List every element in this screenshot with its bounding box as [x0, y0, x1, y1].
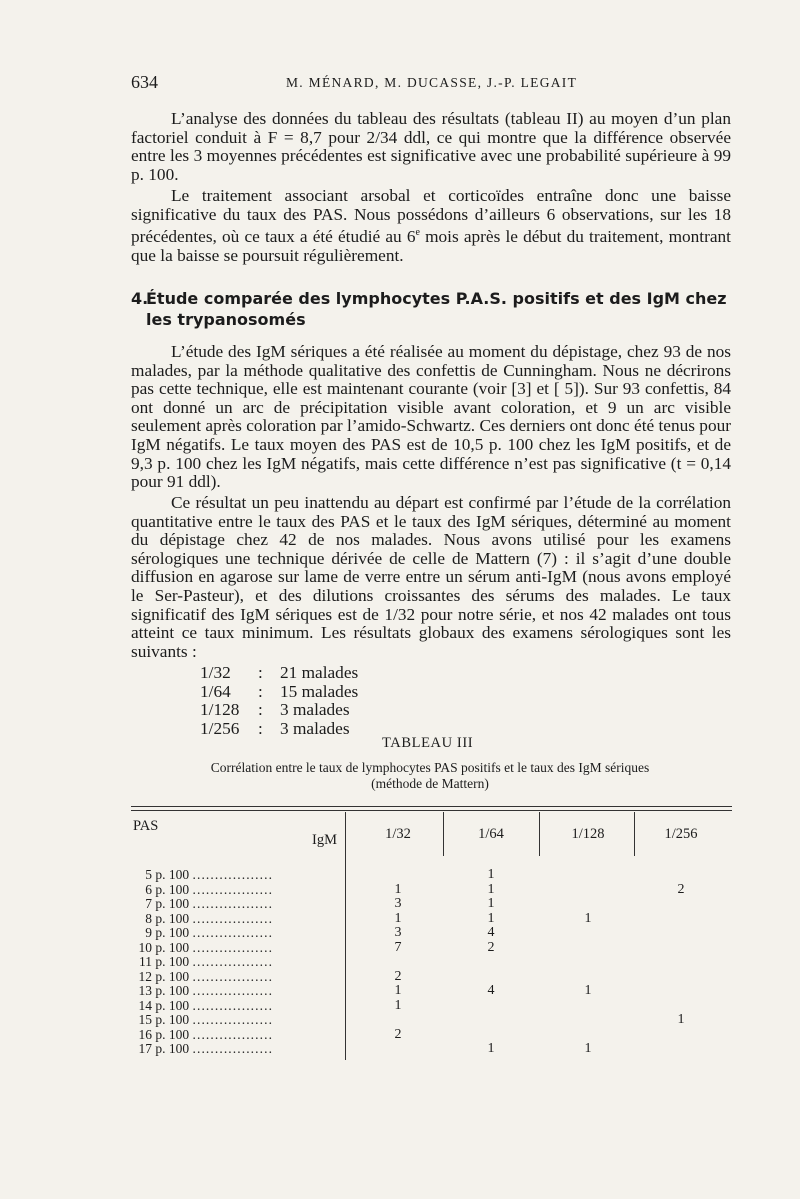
- leader-dots: ..................: [192, 939, 274, 955]
- column-divider: [539, 812, 540, 856]
- table-cell: 1: [677, 1012, 685, 1027]
- serology-ratio: 1/128: [200, 700, 240, 720]
- table-cell: 1: [584, 1041, 592, 1056]
- leader-dots: ..................: [192, 910, 274, 926]
- section-title: Étude comparée des lymphocytes P.A.S. positifs et des IgM chez les trypanosomés: [146, 289, 727, 329]
- pas-value: 16: [138, 1026, 152, 1042]
- table-cell: 2: [677, 881, 685, 897]
- table-cell: 4: [487, 983, 495, 998]
- separator: :: [258, 681, 263, 701]
- running-head-authors: M. MÉNARD, M. DUCASSE, J.-P. LEGAIT: [286, 75, 578, 90]
- table-cell: 1: [394, 881, 402, 897]
- row-header-pas: PAS: [133, 818, 159, 834]
- section-number: 4.: [131, 289, 149, 308]
- pas-value: 8: [145, 910, 152, 926]
- table-cell: 3: [394, 925, 402, 940]
- table-label: TABLEAU III: [382, 735, 474, 751]
- col-header-igm: IgM: [312, 832, 337, 848]
- pas-value: 9: [145, 925, 152, 940]
- running-head: [131, 72, 731, 96]
- table-cell: 1: [487, 896, 495, 911]
- table-top-rule: [131, 806, 732, 807]
- pas-value: 10: [138, 939, 152, 955]
- serology-result-row: [200, 683, 500, 702]
- table-caption-line-1: Corrélation entre le taux de lymphocytes PAS positifs et le taux des IgM sériques: [210, 760, 650, 775]
- separator: :: [258, 718, 263, 738]
- col-header: 1/256: [664, 826, 698, 842]
- table-cell: 2: [394, 1026, 402, 1042]
- table-cell: 3: [394, 896, 402, 911]
- section-heading: [131, 288, 741, 330]
- pas-unit: p. 100: [152, 954, 193, 969]
- pas-value: 17: [138, 1041, 152, 1056]
- serology-count: 15 malades: [280, 681, 359, 701]
- leader-dots: ..................: [192, 954, 274, 969]
- serology-count: 3 malades: [280, 718, 350, 738]
- leader-dots: ..................: [192, 881, 274, 897]
- table-cell: 1: [487, 867, 495, 882]
- table-cell: 4: [487, 925, 495, 940]
- table-top-rule-inner: [131, 810, 732, 811]
- col-header: 1/128: [571, 826, 605, 842]
- serology-ratio: 1/256: [200, 718, 240, 738]
- col-header: 1/32: [385, 826, 411, 842]
- column-divider: [443, 812, 444, 856]
- leader-dots: ..................: [192, 867, 274, 882]
- leader-dots: ..................: [192, 1026, 274, 1042]
- paragraph-treatment-effect: Le traitement associant arsobal et corticoïdes entraîne donc une baisse significative du taux des PAS. Nous possédons d’ailleurs 6 observations, sur les 18 précédentes, où ce taux a été étudié au 6e mois après le début du traitement, montrant que la baisse se poursuit régulièrement.: [131, 186, 731, 265]
- pas-value: 15: [138, 1012, 152, 1027]
- table-cell: 1: [584, 910, 592, 926]
- table-cell: 1: [394, 997, 402, 1013]
- column-divider: [345, 812, 346, 1060]
- serology-result-row: [200, 664, 500, 683]
- pas-value: 13: [138, 983, 152, 998]
- serology-count: 21 malades: [280, 663, 359, 682]
- pas-value: 7: [145, 896, 152, 911]
- separator: :: [258, 663, 263, 682]
- pas-unit: p. 100: [152, 1026, 193, 1042]
- pas-unit: p. 100: [152, 896, 193, 911]
- pas-value: 5: [145, 867, 152, 882]
- serology-result-row: [200, 701, 500, 720]
- paragraph-igm-study: L’étude des IgM sériques a été réalisée au moment du dépistage, chez 93 de nos malades, par la méthode qualitative des confettis de Cunningham. Nous ne décrirons pas cette technique, elle est maintenant courante (voir [3] et [ 5]). Sur 93 confettis, 84 ont donné un arc de précipitation visible avant coloration, et 9 un arc visible seulement après coloration par l’amido-Schwartz. Ces derniers ont donc été tenus pour IgM négatifs. Le taux moyen des PAS est de 10,5 p. 100 chez les IgM positifs, et de 9,3 p. 100 chez les IgM négatifs, mais cette différence n’est pas significative (t = 0,14 pour 91 ddl).: [131, 342, 731, 492]
- pas-unit: p. 100: [152, 968, 193, 984]
- pas-value: 12: [138, 968, 152, 984]
- table-cell: 1: [487, 910, 495, 926]
- pas-unit: p. 100: [152, 983, 193, 998]
- leader-dots: ..................: [192, 925, 274, 940]
- paragraph-factorial-analysis: L’analyse des données du tableau des résultats (tableau II) au moyen d’un plan factoriel conduit à F = 8,7 pour 2/34 ddl, ce qui montre que la différence observée entre les 3 moyennes précédentes est significative avec une probabilité supérieure à 99 p. 100.: [131, 109, 731, 184]
- pas-unit: p. 100: [152, 997, 193, 1013]
- serology-count: 3 malades: [280, 700, 350, 720]
- table-cell: 7: [394, 939, 402, 955]
- pas-value: 6: [145, 881, 152, 897]
- table-cell: 1: [584, 983, 592, 998]
- serology-ratio: 1/64: [200, 681, 231, 701]
- serology-ratio: 1/32: [200, 663, 231, 682]
- pas-unit: p. 100: [152, 881, 193, 897]
- table-caption: [150, 760, 710, 791]
- col-header: 1/64: [478, 826, 504, 842]
- pas-unit: p. 100: [152, 925, 193, 940]
- pas-unit: p. 100: [152, 910, 193, 926]
- pas-value: 14: [138, 997, 152, 1013]
- row-label-pas: [137, 1041, 273, 1057]
- table-cell: 2: [394, 968, 402, 984]
- table-cell: 2: [487, 939, 495, 955]
- serology-results-list: [200, 664, 500, 738]
- pas-unit: p. 100: [152, 1041, 193, 1056]
- pas-unit: p. 100: [152, 867, 193, 882]
- leader-dots: ..................: [192, 997, 274, 1013]
- pas-value: 11: [139, 954, 152, 969]
- pas-unit: p. 100: [152, 939, 193, 955]
- page-number: 634: [131, 72, 158, 92]
- separator: :: [258, 700, 263, 720]
- paragraph-correlation: Ce résultat un peu inattendu au départ est confirmé par l’étude de la corrélation quantitative entre le taux des PAS et le taux des IgM sériques, déterminé au moment du dépistage chez 42 de nos malades. Nous avons utilisé pour les examens sérologiques une technique dérivée de celle de Mattern (7) : il s’agit d’une double diffusion en agarose sur lame de verre entre un sérum anti-IgM (nous avons employé le Ser-Pasteur), et des dilutions croissantes des sérums des malades. Le taux significatif des IgM sériques est de 1/32 pour notre série, et nos 42 malades ont tous atteint ce taux minimum. Les résultats globaux des examens sérologiques sont les suivants :: [131, 493, 731, 661]
- table-caption-line-2: (méthode de Mattern): [371, 775, 489, 791]
- table-cell: 1: [394, 910, 402, 926]
- table-cell: 1: [487, 881, 495, 897]
- column-divider: [634, 812, 635, 856]
- table-cell: 1: [487, 1041, 495, 1056]
- leader-dots: ..................: [192, 968, 274, 984]
- leader-dots: ..................: [192, 1041, 274, 1056]
- table-cell: 1: [394, 983, 402, 998]
- pas-unit: p. 100: [152, 1012, 193, 1027]
- leader-dots: ..................: [192, 983, 274, 998]
- leader-dots: ..................: [192, 1012, 274, 1027]
- leader-dots: ..................: [192, 896, 274, 911]
